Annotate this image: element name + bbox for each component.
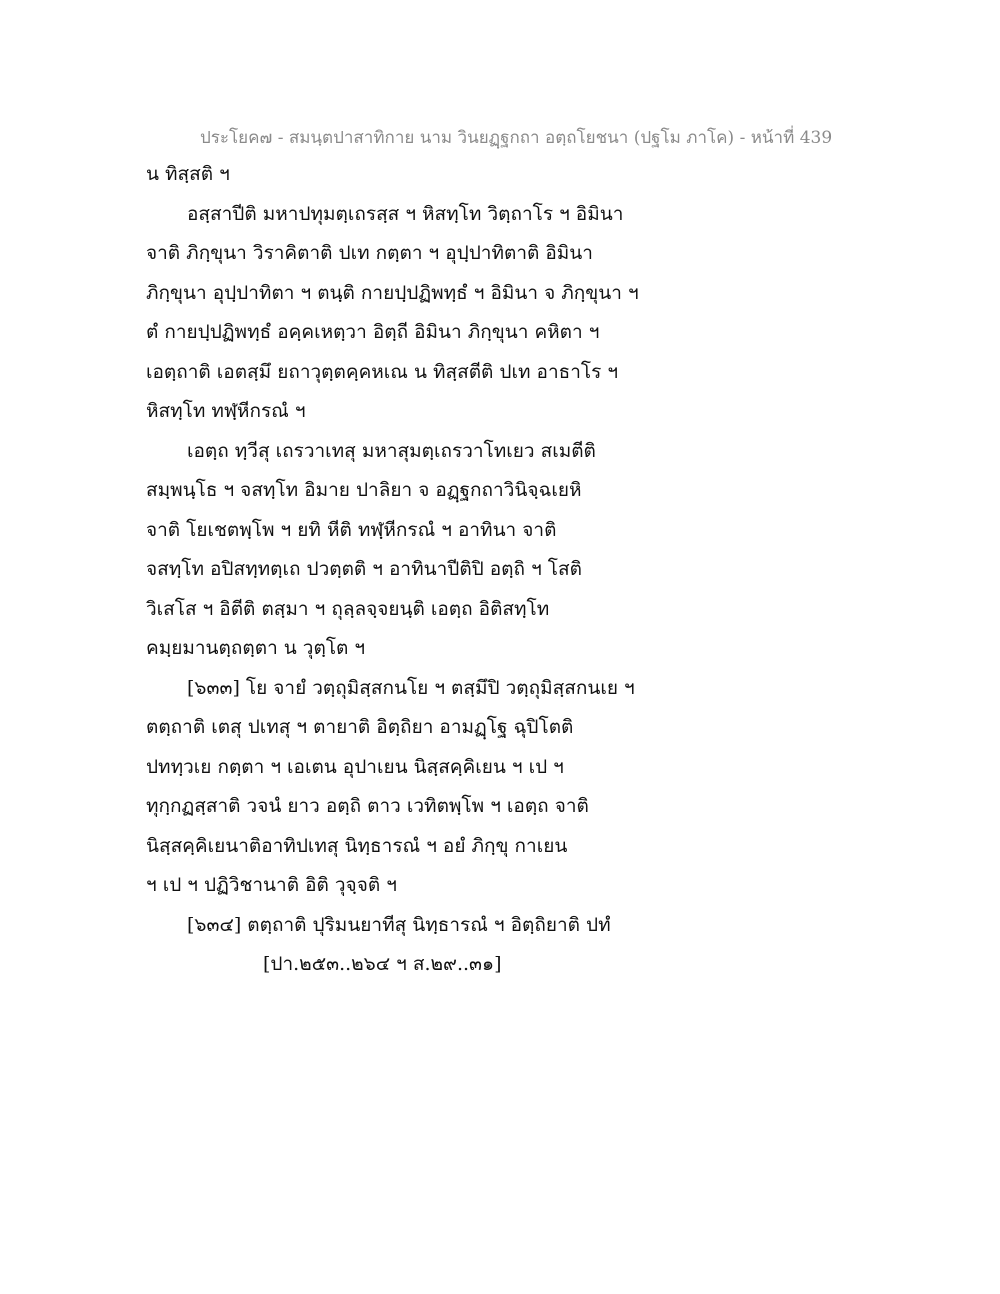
paragraph-start-line: อสฺสาปีติ มหาปทุมตฺเถรสฺส ฯ หิสทฺโท วิตฺถาโร ฯ อิมินา	[187, 202, 624, 225]
text-line: ตตฺถาติ เตสุ ปเทสุ ฯ ตายาติ อิตฺถิยา อามฏฺโฐ ฉุปิโตติ	[146, 716, 574, 738]
running-header: ประโยค๗ - สมนฺตปาสาทิกาย นาม วินยฏฺฐกถา อตฺถโยชนา (ปฐโม ภาโค) - หน้าที่ 439	[200, 128, 833, 148]
text-line: นิสฺสคฺคิเยนาติอาทิปเทสุ นิทฺธารณํ ฯ อยํ ภิกฺขุ กาเยน	[146, 834, 568, 857]
text-line: ทุกฺกฏสฺสาติ วจนํ ยาว อตฺถิ ตาว เวทิตพฺโพ ฯ เอตฺถ จาติ	[146, 795, 589, 817]
footer-reference: [ปา.๒๕๓..๒๖๔ ฯ ส.๒๙..๓๑]	[263, 953, 502, 975]
text-line: จาติ ภิกฺขุนา วิราคิตาติ ปเท กตฺตา ฯ อุปฺปาทิตาติ อิมินา	[146, 242, 593, 264]
text-line: คมฺยมานตฺถตฺตา น วุตฺโต ฯ	[146, 637, 366, 659]
paragraph-start-line: [๖๓๔] ตตฺถาติ ปุริมนยาทีสุ นิทฺธารณํ ฯ อิตฺถิยาติ ปทํ	[187, 913, 611, 936]
paragraph-start-line: เอตฺถ ทฺวีสุ เถรวาเทสุ มหาสุมตฺเถรวาโทเยว สเมตีติ	[187, 439, 596, 462]
text-line: น ทิสฺสติ ฯ	[146, 163, 230, 185]
text-line: ปททฺวเย กตฺตา ฯ เอเตน อุปาเยน นิสฺสคฺคิเยน ฯ เป ฯ	[146, 755, 564, 778]
text-line: จสทฺโท อปิสทฺทตฺเถ ปวตฺตติ ฯ อาทินาปีติปิ อตฺถิ ฯ โสติ	[146, 558, 582, 580]
text-line: ฯ เป ฯ ปฏิวิชานาติ อิติ วุจฺจติ ฯ	[146, 874, 397, 896]
text-line: ตํ กายปฺปฏิพทฺธํ อคฺคเหตฺวา อิตฺถี อิมินา ภิกฺขุนา คหิตา ฯ	[146, 321, 600, 343]
text-line: ภิกฺขุนา อุปฺปาทิตา ฯ ตนฺติ กายปฺปฏิพทฺธํ ฯ อิมินา จ ภิกฺขุนา ฯ	[146, 281, 639, 304]
text-line: วิเสโส ฯ อิตีติ ตสฺมา ฯ ถุลฺลจฺจยนฺติ เอตฺถ อิติสทฺโท	[146, 597, 550, 620]
body-text	[146, 160, 846, 990]
paragraph-start-line: [๖๓๓] โย จายํ วตฺถุมิสฺสกนโย ฯ ตสฺมึปิ วตฺถุมิสฺสกนเย ฯ	[187, 676, 635, 699]
text-line: จาติ โยเชตพฺโพ ฯ ยทิ หีติ ทฬฺหีกรณํ ฯ อาทินา จาติ	[146, 518, 557, 541]
text-line: เอตฺถาติ เอตสฺมึ ยถาวุตฺตคฺคหเณ น ทิสฺสตีติ ปเท อาธาโร ฯ	[146, 360, 619, 383]
text-line: สมฺพนฺโธ ฯ จสทฺโท อิมาย ปาลิยา จ อฏฺฐกถาวินิจฺฉเยหิ	[146, 479, 582, 501]
text-line: หิสทฺโท ทฬฺหีกรณํ ฯ	[146, 400, 306, 422]
